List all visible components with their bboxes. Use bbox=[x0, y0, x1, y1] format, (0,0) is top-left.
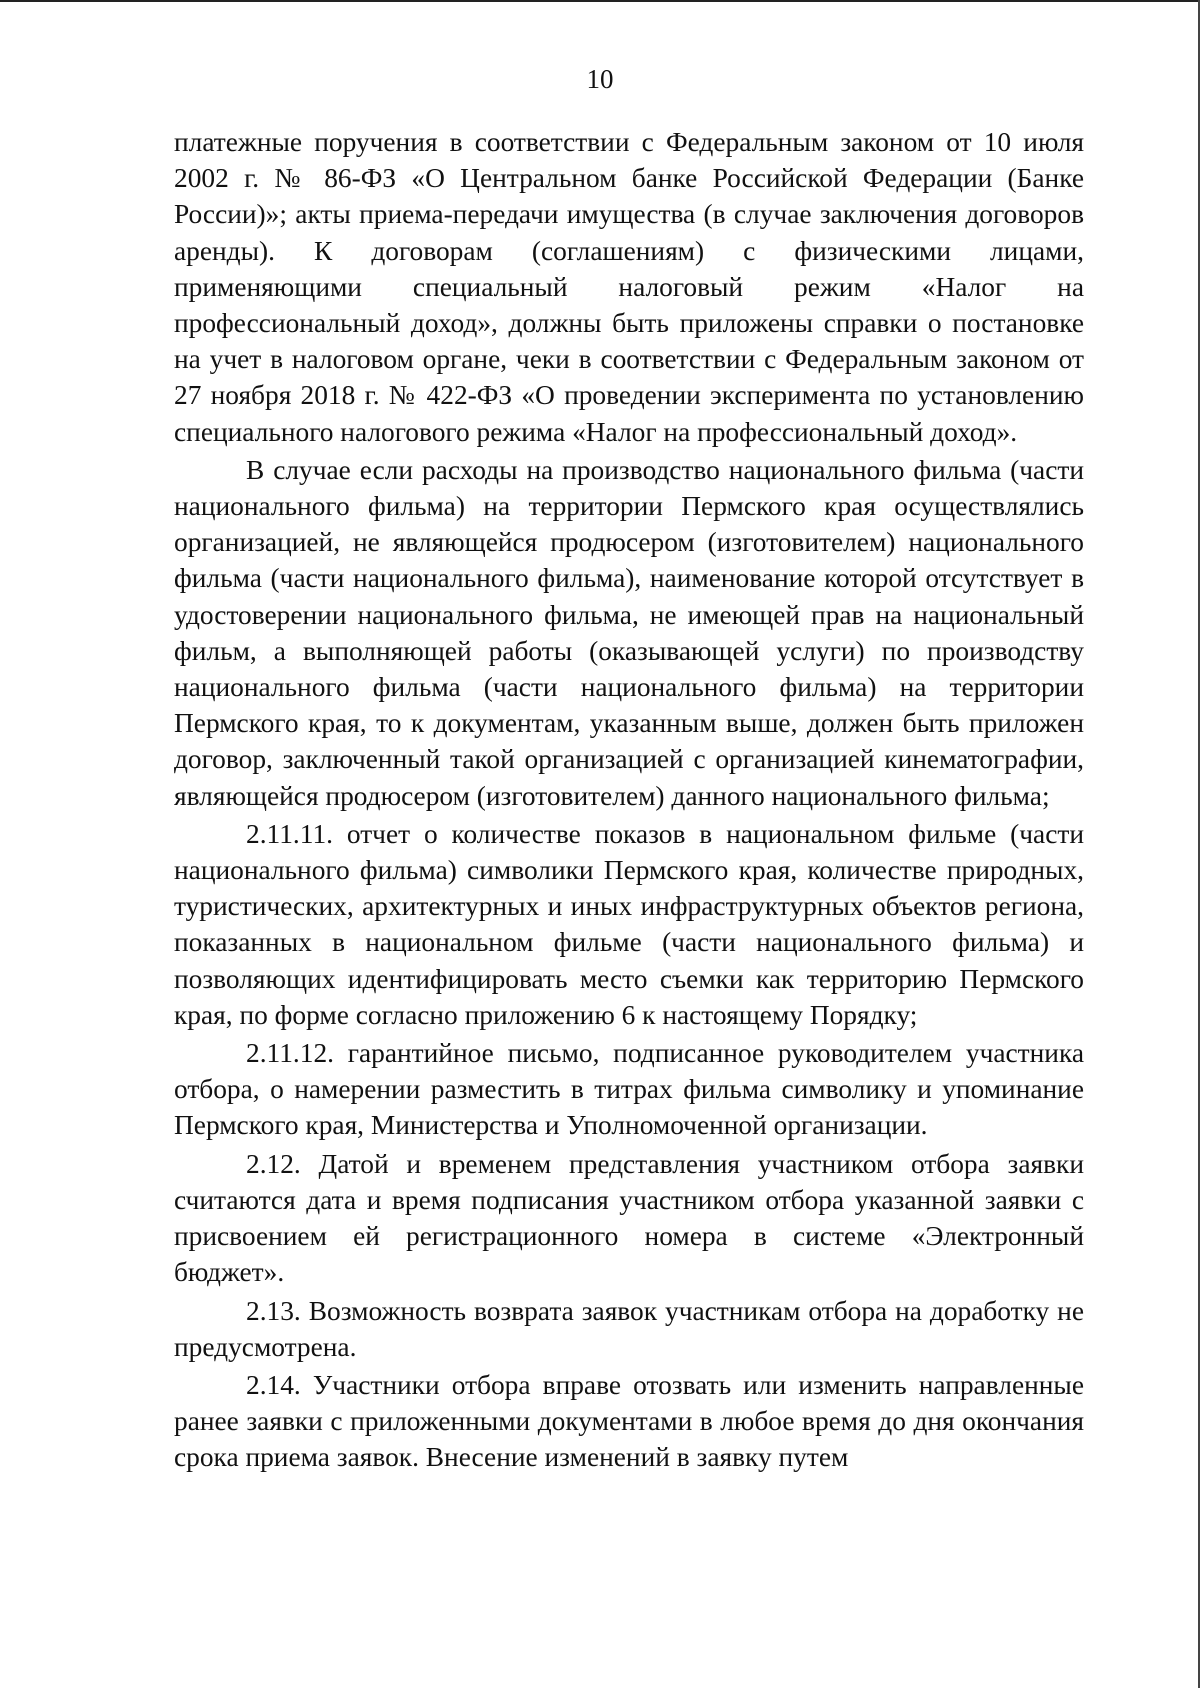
paragraph-other-organization: В случае если расходы на производство национального фильма (части национального фильма) на территории Пермского края осуществлялись организацией, не являющейся продюсером (изготовителем) национального фильма (части национального фильма), наименование которой отсутствует в удостоверении национального фильма, не имеющей прав на национальный фильм, а выполняющей работы (оказывающей услуги) по производству национального фильма (части национального фильма) на территории Пермского края, то к документам, указанным выше, должен быть приложен договор, заключенный такой организацией с организацией кинематографии, являющейся продюсером (изготовителем) данного национального фильма; bbox=[174, 454, 1084, 811]
paragraph-payment-orders: платежные поручения в соответствии с Федеральным законом от 10 июля 2002 г. № 86-ФЗ «О Центральном банке Российской Федерации (Банке России)»; акты приема-передачи имущества (в случае заключения договоров аренды). К договорам (соглашениям) с физическими лицами, применяющими специальный налоговый режим «Налог на профессиональный доход», должны быть приложены справки о постановке на учет в налоговом органе, чеки в соответствии с Федеральным законом от 27 ноября 2018 г. № 422-ФЗ «О проведении эксперимента по установлению специального налогового режима «Налог на профессиональный доход». bbox=[174, 127, 1084, 447]
paragraph-2-11-12: 2.11.12. гарантийное письмо, подписанное руководителем участника отбора, о намерении разместить в титрах фильма символику и упоминание Пермского края, Министерства и Уполномоченной организации. bbox=[174, 1038, 1084, 1141]
scan-edge-top bbox=[0, 0, 1200, 2]
paragraph-2-13: 2.13. Возможность возврата заявок участникам отбора на доработку не предусмотрена. bbox=[174, 1295, 1084, 1362]
page-number: 10 bbox=[586, 64, 614, 94]
document-body bbox=[174, 124, 1084, 1478]
paragraph-2-12: 2.12. Датой и временем представления участником отбора заявки считаются дата и время подписания участником отбора указанной заявки с присвоением ей регистрационного номера в системе «Электронный бюджет». bbox=[174, 1148, 1084, 1288]
paragraph-2-11-11: 2.11.11. отчет о количестве показов в национальном фильме (части национального фильма) символики Пермского края, количестве природных, туристических, архитектурных и иных инфраструктурных объектов региона, показанных в национальном фильме (части национального фильма) и позволяющих идентифицировать место съемки как территорию Пермского края, по форме согласно приложению 6 к настоящему Порядку; bbox=[174, 818, 1084, 1030]
paragraph-2-14: 2.14. Участники отбора вправе отозвать или изменить направленные ранее заявки с приложенными документами в любое время до дня окончания срока приема заявок. Внесение изменений в заявку путем bbox=[174, 1369, 1084, 1473]
